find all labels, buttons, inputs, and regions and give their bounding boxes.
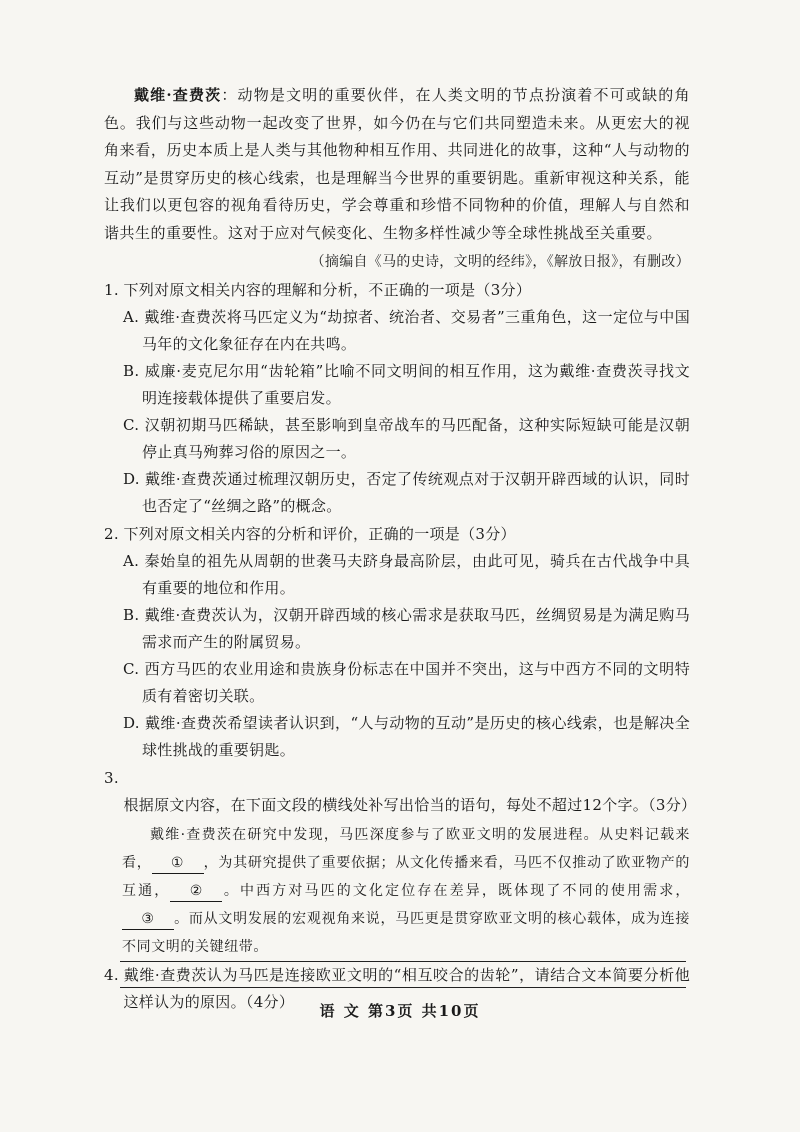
question-2-option-d: D. 戴维·查费茨希望读者认识到，“人与动物的互动”是历史的核心线索，也是解决全球性挑战的重要钥匙。 [123,714,690,759]
question-1-option-c: C. 汉朝初期马匹稀缺，甚至影响到皇帝战车的马匹配备，这种实际短缺可能是汉朝停止真马殉葬习俗的原因之一。 [123,416,690,461]
question-2-option-b: B. 戴维·查费茨认为，汉朝开辟西域的核心需求是获取马匹，丝绸贸易是为满足购马需求而产生的附属贸易。 [123,606,690,651]
answer-line-1[interactable] [120,961,686,962]
passage-lead: 戴维·查费茨 [134,86,222,104]
question-1-option-a: A. 戴维·查费茨将马匹定义为“劫掠者、统治者、交易者”三重角色，这一定位与中国马年的文化象征存在内在共鸣。 [123,308,690,353]
question-1-stem [104,277,690,304]
fill-text-2: ，为其研究提供了重要依据；从文化传播来看，马匹不仅推动了欧亚物产的互通， [122,855,690,899]
passage-paragraph [104,82,690,247]
fill-blank-3[interactable]: ③ [122,909,174,930]
fill-text-3: 。中西方对马匹的文化定位存在差异，既体现了不同的使用需求， [222,883,690,899]
question-1-number: 1. [104,281,119,299]
question-2-number: 2. [104,525,119,543]
question-3-number: 3. [104,769,119,787]
question-3-text: 根据原文内容，在下面文段的横线处补写出恰当的语句，每处不超过12个字。（3分） [123,796,697,814]
fill-in-paragraph [104,821,690,961]
fill-blank-1[interactable]: ① [152,853,204,874]
question-2-option-a: A. 秦始皇的祖先从周朝的世袭马夫跻身最高阶层，由此可见，骑兵在古代战争中具有重要的地位和作用。 [123,552,690,597]
page-footer: 语 文 第3页 共10页 [319,1002,481,1020]
fill-text-4: 。而从文明发展的宏观视角来说，马匹更是贯穿欧亚文明的核心载体，成为连接不同文明的关键纽带。 [122,911,690,955]
passage-source: （摘编自《马的史诗，文明的经纬》，《解放日报》，有删改） [310,254,690,270]
answer-line-2[interactable] [120,987,686,988]
question-1 [104,277,690,520]
question-2 [104,521,690,764]
question-2-stem [104,521,690,548]
question-1-option-b: B. 威廉·麦克尼尔用“齿轮箱”比喻不同文明间的相互作用，这为戴维·查费茨寻找文明连接载体提供了重要启发。 [123,362,690,407]
question-2-option-c: C. 西方马匹的农业用途和贵族身份标志在中国并不突出，这与中西方不同的文明特质有着密切关联。 [123,660,690,705]
question-4-text: 戴维·查费茨认为马匹是连接欧亚文明的“相互咬合的齿轮”，请结合文本简要分析他这样认为的原因。（4分） [123,966,690,1011]
question-4-number: 4. [104,966,119,984]
question-1-text: 下列对原文相关内容的理解和分析，不正确的一项是（3分） [123,281,532,299]
question-3 [104,765,697,961]
passage-text: ：动物是文明的重要伙伴，在人类文明的节点扮演着不可或缺的角色。我们与这些动物一起改变了世界，如今仍在与它们共同塑造未来。从更宏大的视角来看，历史本质上是人类与其他物种相互作用、共同进化的故事，这种“人与动物的互动”是贯穿历史的核心线索，也是理解当今世界的重要钥匙。重新审视这种关系，能让我们以更包容的视角看待历史，学会尊重和珍惜不同物种的价值，理解人与自然和谐共生的重要性。这对于应对气候变化、生物多样性减少等全球性挑战至关重要。 [104,86,690,242]
fill-text-1: 戴维·查费茨在研究中发现，马匹深度参与了欧亚文明的发展进程。从史料记载来看， [122,827,690,871]
question-2-text: 下列对原文相关内容的分析和评价，正确的一项是（3分） [123,525,516,543]
question-1-option-d: D. 戴维·查费茨通过梳理汉朝历史，否定了传统观点对于汉朝开辟西域的认识，同时也否定了“丝绸之路”的概念。 [123,470,690,515]
question-3-stem [104,765,697,819]
fill-blank-2[interactable]: ② [170,881,222,902]
